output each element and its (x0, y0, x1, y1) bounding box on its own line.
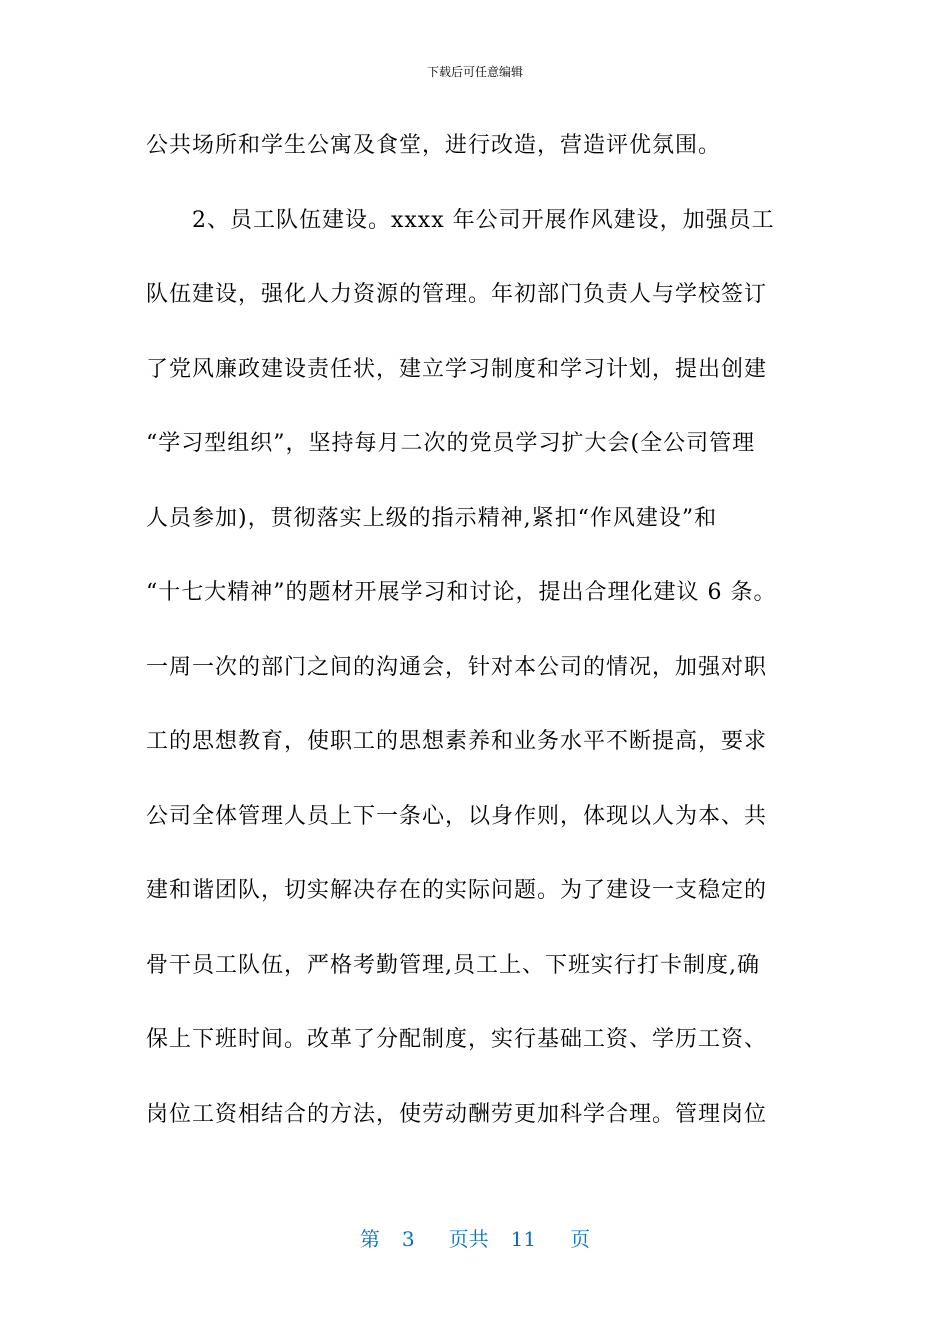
footer-middle: 页共 (448, 1227, 489, 1251)
body-line: 公司全体管理人员上下一条心，以身作则，体现以人为本、共 (146, 804, 768, 829)
page-header-note: 下载后可任意编辑 (426, 65, 523, 79)
body-line: 2、员工队伍建设。xxxx 年公司开展作风建设，加强员工 (146, 208, 775, 233)
page-footer (0, 1226, 950, 1252)
body-line: 公共场所和学生公寓及食堂，进行改造，营造评优氛围。 (146, 133, 722, 158)
footer-prefix: 第 (359, 1227, 380, 1251)
body-line: 人员参加)，贯彻落实上级的指示精神,紧扣“作风建设”和 (146, 506, 718, 531)
footer-current-page: 3 (401, 1227, 415, 1251)
body-line: “学习型组织”，坚持每月二次的党员学习扩大会(全公司管理 (146, 431, 756, 456)
body-line: 一周一次的部门之间的沟通会，针对本公司的情况，加强对职 (146, 655, 768, 680)
body-line: 了党风廉政建设责任状，建立学习制度和学习计划，提出创建 (146, 357, 768, 382)
body-line: 保上下班时间。改革了分配制度，实行基础工资、学历工资、 (146, 1027, 768, 1052)
footer-suffix: 页 (570, 1227, 591, 1251)
body-line: 建和谐团队，切实解决存在的实际问题。为了建设一支稳定的 (146, 878, 768, 903)
body-line: 队伍建设，强化人力资源的管理。年初部门负责人与学校签订 (146, 282, 768, 307)
footer-total-pages: 11 (510, 1227, 537, 1251)
body-line: 工的思想教育，使职工的思想素养和业务水平不断提高，要求 (146, 729, 768, 754)
body-line: “十七大精神”的题材开展学习和讨论，提出合理化建议 6 条。 (146, 580, 777, 605)
body-line: 岗位工资相结合的方法，使劳动酬劳更加科学合理。管理岗位 (146, 1102, 768, 1127)
body-line: 骨干员工队伍，严格考勤管理,员工上、下班实行打卡制度,确 (146, 953, 760, 978)
